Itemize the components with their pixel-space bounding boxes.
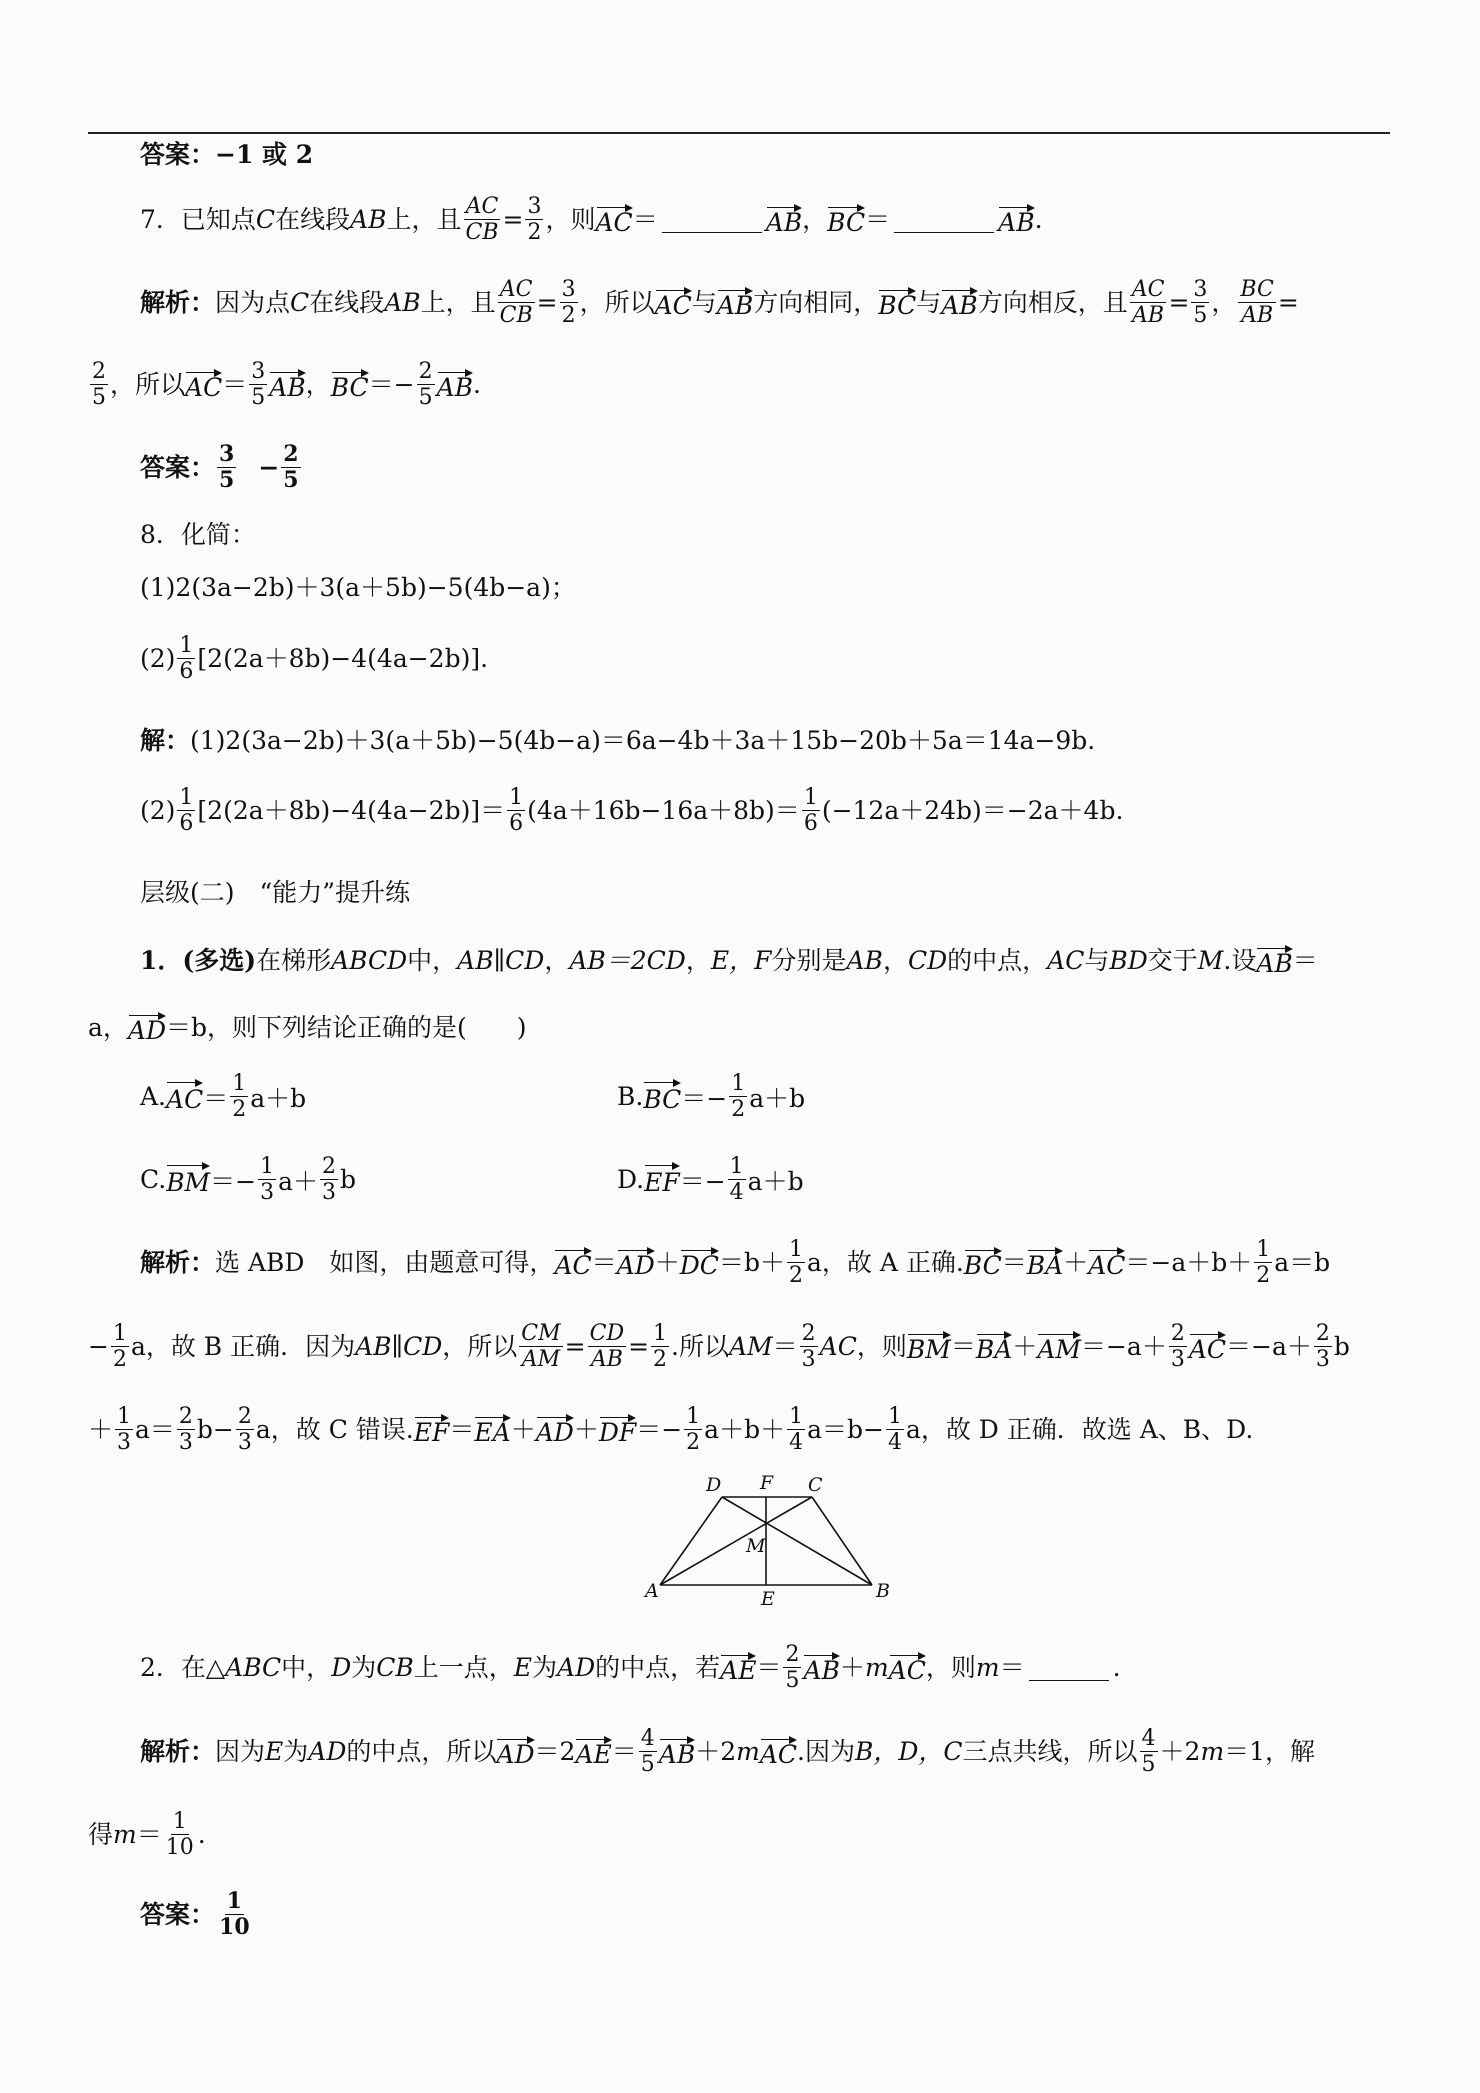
vector: AB <box>766 204 802 235</box>
option-a[interactable]: A. AC ＝ $\frac{1}{2}$ a＋b <box>140 1071 307 1123</box>
vector: DF <box>599 1414 636 1445</box>
label-F: F <box>760 1475 774 1494</box>
label-B: B <box>876 1580 890 1602</box>
fraction: $\frac{1}{2}$ <box>731 1071 746 1123</box>
header-rule <box>88 132 1390 134</box>
fraction: $\frac{2}{5}$ <box>785 1642 800 1694</box>
segment-CB <box>812 1497 872 1585</box>
fraction: $\frac{2}{3}$ <box>1315 1321 1330 1373</box>
vector: AC <box>760 1736 797 1767</box>
vector: AC <box>185 369 222 400</box>
solution-p2-line-2: 得 m ＝ $\frac{1}{10}$ . <box>88 1809 206 1861</box>
vector: AB <box>437 369 473 400</box>
fraction: $\frac{2}{3}$ <box>178 1404 193 1456</box>
fraction: $\frac{1}{2}$ <box>788 1237 803 1289</box>
option-d[interactable]: D. EF ＝− $\frac{1}{4}$ a＋b <box>617 1154 804 1206</box>
problem-1-line-2: a， AD ＝b，则下列结论正确的是( ) <box>88 1013 527 1045</box>
vector: BA <box>976 1331 1012 1362</box>
answer-blank[interactable] <box>1029 1654 1109 1681</box>
vector: AC <box>166 1079 203 1114</box>
vector: BC <box>331 369 369 400</box>
section-heading: 层级(二) “能力”提升练 <box>140 878 411 907</box>
vector: BC <box>643 1079 681 1114</box>
fraction: $\frac{1}{2}$ <box>112 1321 127 1373</box>
vector: AD <box>536 1414 574 1445</box>
answer-6: 答案： −1 或 2 <box>140 140 314 169</box>
problem-2: 2． 在△ ABC 中， D 为 CB 上一点， E 为 AD 的中点，若 AE ＝ $\frac{2}{5}$ AB ＋ m AC ，则 m ＝ . <box>140 1642 1121 1694</box>
solution-7-line-1: 解析： 因为点 C 在线段 AB 上，且 $\frac{AC}{CB}$ = $\frac{3}{2}$ ，所以 AC 与 AB 方向相同， BC 与 AB 方向相反，且 $\frac{AC}{AB}$ = $\frac{3}{5}$ ， $\frac{BC}{AB}$ = <box>140 277 1299 329</box>
fraction: $\frac{2}{5}$ <box>418 359 433 411</box>
fraction: $\frac{2}{5}$ <box>92 359 106 411</box>
fraction: $\frac{3}{5}$ <box>1193 277 1208 329</box>
vector: EA <box>474 1414 510 1445</box>
vector: AB <box>269 369 305 400</box>
fraction: $\frac{BC}{AB}$ <box>1240 277 1274 329</box>
option-c[interactable]: C. BM ＝− $\frac{1}{3}$ a＋ $\frac{2}{3}$ b <box>140 1154 357 1206</box>
vector: AC <box>554 1247 591 1278</box>
fraction: $\frac{1}{3}$ <box>260 1154 275 1206</box>
fraction: $\frac{2}{3}$ <box>801 1321 816 1373</box>
vector: AE <box>720 1652 756 1683</box>
vector: AB <box>803 1652 839 1683</box>
vector: AM <box>1037 1331 1081 1362</box>
fraction: $\frac{3}{5}$ <box>251 359 266 411</box>
fraction: $\frac{4}{5}$ <box>640 1726 655 1778</box>
fraction: $\frac{1}{4}$ <box>729 1154 744 1206</box>
question-8-part-1: (1)2(3a−2b)＋3(a＋5b)−5(4b−a)； <box>140 573 576 602</box>
fraction: $\frac{1}{6}$ <box>509 785 524 837</box>
solution-8-part-2: (2) $\frac{1}{6}$ [2(2a＋8b)−4(4a−2b)]＝ $\frac{1}{6}$ (4a＋16b−16a＋8b)＝ $\frac{1}{6}$ (−12a＋24b)＝−2a＋4b. <box>140 785 1124 837</box>
vector: BM <box>907 1331 951 1362</box>
fraction: $\frac{2}{3}$ <box>237 1404 252 1456</box>
fraction: $\frac{1}{4}$ <box>789 1404 804 1456</box>
label-A: A <box>645 1580 659 1602</box>
solution-p1-line-3: ＋ $\frac{1}{3}$ a＝ $\frac{2}{3}$ b− $\frac{2}{3}$ a，故 C 错误. EF ＝ EA ＋ AD ＋ DF ＝− $\frac{1}{2}$ a＋b＋ $\frac{1}{4}$ a＝b− $\frac{1}{4}$ a，故 D 正确．故选 A、B、D. <box>88 1404 1254 1456</box>
vector: BC <box>878 287 916 318</box>
vector: AD <box>128 1012 166 1043</box>
vector: AE <box>575 1736 611 1767</box>
option-b[interactable]: B. BC ＝− $\frac{1}{2}$ a＋b <box>617 1071 806 1123</box>
fraction: $\frac{3}{5}$ <box>219 441 235 494</box>
vector: EF <box>644 1162 680 1197</box>
fraction: $\frac{1}{2}$ <box>232 1071 247 1123</box>
question-7: 7． 已知点 C 在线段 AB 上，且 $\frac{AC}{CB}$ = $\frac{3}{2}$ ，则 AC ＝ AB ， BC ＝ AB . <box>140 194 1043 246</box>
solution-8-part-1: 解： (1)2(3a−2b)＋3(a＋5b)−5(4b−a)＝6a−4b＋3a＋15b−20b＋5a＝14a−9b. <box>140 726 1096 755</box>
solution-7-line-2: $\frac{2}{5}$ ，所以 AC ＝ $\frac{3}{5}$ AB ， BC ＝− $\frac{2}{5}$ AB . <box>92 359 481 411</box>
vector: AB <box>717 287 753 318</box>
question-8-title: 8．化简： <box>140 520 256 549</box>
fraction: $\frac{1}{2}$ <box>686 1404 701 1456</box>
fraction: $\frac{AC}{AB}$ <box>1131 277 1165 329</box>
vector: EF <box>414 1414 450 1445</box>
trapezoid-figure <box>640 1475 900 1610</box>
fraction: $\frac{1}{4}$ <box>887 1404 902 1456</box>
vector: AD <box>617 1247 655 1278</box>
fraction: $\frac{1}{2}$ <box>653 1321 668 1373</box>
solution-p1-line-2: − $\frac{1}{2}$ a，故 B 正确．因为 AB∥CD ，所以 $\frac{CM}{AM}$ = $\frac{CD}{AB}$ = $\frac{1}{2}$ .所以 AM ＝ $\frac{2}{3}$ AC ，则 BM ＝ BA ＋ AM ＝−a＋ $\frac{2}{3}$ AC ＝−a＋ $\frac{2}{3}$ b <box>88 1321 1350 1373</box>
fraction: $\frac{3}{2}$ <box>527 194 542 246</box>
vector: DC <box>680 1247 719 1278</box>
label-C: C <box>808 1475 823 1496</box>
diagonal-BD <box>722 1497 872 1585</box>
fraction: $\frac{CM}{AM}$ <box>521 1321 561 1373</box>
answer-p2: 答案： $\frac{1}{10}$ <box>140 1888 250 1941</box>
fraction: $\frac{AC}{CB}$ <box>499 277 533 329</box>
vector: AB <box>1256 945 1292 976</box>
fraction: $\frac{AC}{CB}$ <box>465 194 499 246</box>
vector: AC <box>889 1652 926 1683</box>
answer-blank[interactable] <box>894 206 994 233</box>
solution-p1-line-1: 解析： 选 ABD 如图，由题意可得， AC ＝ AD ＋ DC ＝b＋ $\frac{1}{2}$ a，故 A 正确. BC ＝ BA ＋ AC ＝−a＋b＋ $\frac{1}{2}$ a＝b <box>140 1237 1331 1289</box>
solution-p2-line-1: 解析： 因为 E 为 AD 的中点，所以 AD ＝2 AE ＝ $\frac{4}{5}$ AB ＋2 m AC .因为 B，D，C 三点共线，所以 $\frac{4}{5}$ ＋2 m ＝1，解 <box>140 1726 1316 1778</box>
fraction: $\frac{1}{2}$ <box>1256 1237 1271 1289</box>
vector: AC <box>596 204 633 235</box>
diagonal-AC <box>660 1497 812 1585</box>
fraction: $\frac{CD}{AB}$ <box>589 1321 625 1373</box>
vector: BC <box>964 1247 1002 1278</box>
fraction: $\frac{2}{3}$ <box>1170 1321 1185 1373</box>
fraction: $\frac{1}{6}$ <box>803 785 818 837</box>
fraction: $\frac{1}{10}$ <box>219 1888 250 1941</box>
answer-7: 答案： $\frac{3}{5}$ − $\frac{2}{5}$ <box>140 441 299 494</box>
problem-1-line-1: 1． (多选) 在梯形 ABCD 中， AB∥CD ， AB＝2CD ， E，F 分别是 AB ， CD 的中点， AC 与 BD 交于 M .设 AB ＝ <box>140 946 1318 978</box>
vector: AB <box>659 1736 695 1767</box>
label-D: D <box>706 1475 722 1496</box>
vector: AB <box>998 204 1034 235</box>
fraction: $\frac{1}{10}$ <box>165 1809 194 1861</box>
label-E: E <box>761 1588 775 1610</box>
label-M: M <box>746 1535 766 1557</box>
vector: BM <box>166 1162 210 1197</box>
vector: AC <box>1088 1247 1125 1278</box>
fraction: $\frac{2}{3}$ <box>322 1154 337 1206</box>
fraction: $\frac{4}{5}$ <box>1141 1726 1156 1778</box>
vector: AC <box>1189 1331 1226 1362</box>
vector: AD <box>496 1736 534 1767</box>
fraction: $\frac{1}{6}$ <box>179 633 194 685</box>
vector: AB <box>941 287 977 318</box>
fraction: $\frac{3}{2}$ <box>561 277 576 329</box>
answer-blank[interactable] <box>662 206 762 233</box>
fraction: $\frac{2}{5}$ <box>283 441 299 494</box>
vector: BC <box>827 204 865 235</box>
fraction: $\frac{1}{3}$ <box>117 1404 132 1456</box>
vector: AC <box>655 287 692 318</box>
vector: BA <box>1027 1247 1063 1278</box>
question-8-part-2: (2) $\frac{1}{6}$ [2(2a＋8b)−4(4a−2b)]. <box>140 633 489 685</box>
fraction: $\frac{1}{6}$ <box>179 785 194 837</box>
segment-DA <box>660 1497 722 1585</box>
